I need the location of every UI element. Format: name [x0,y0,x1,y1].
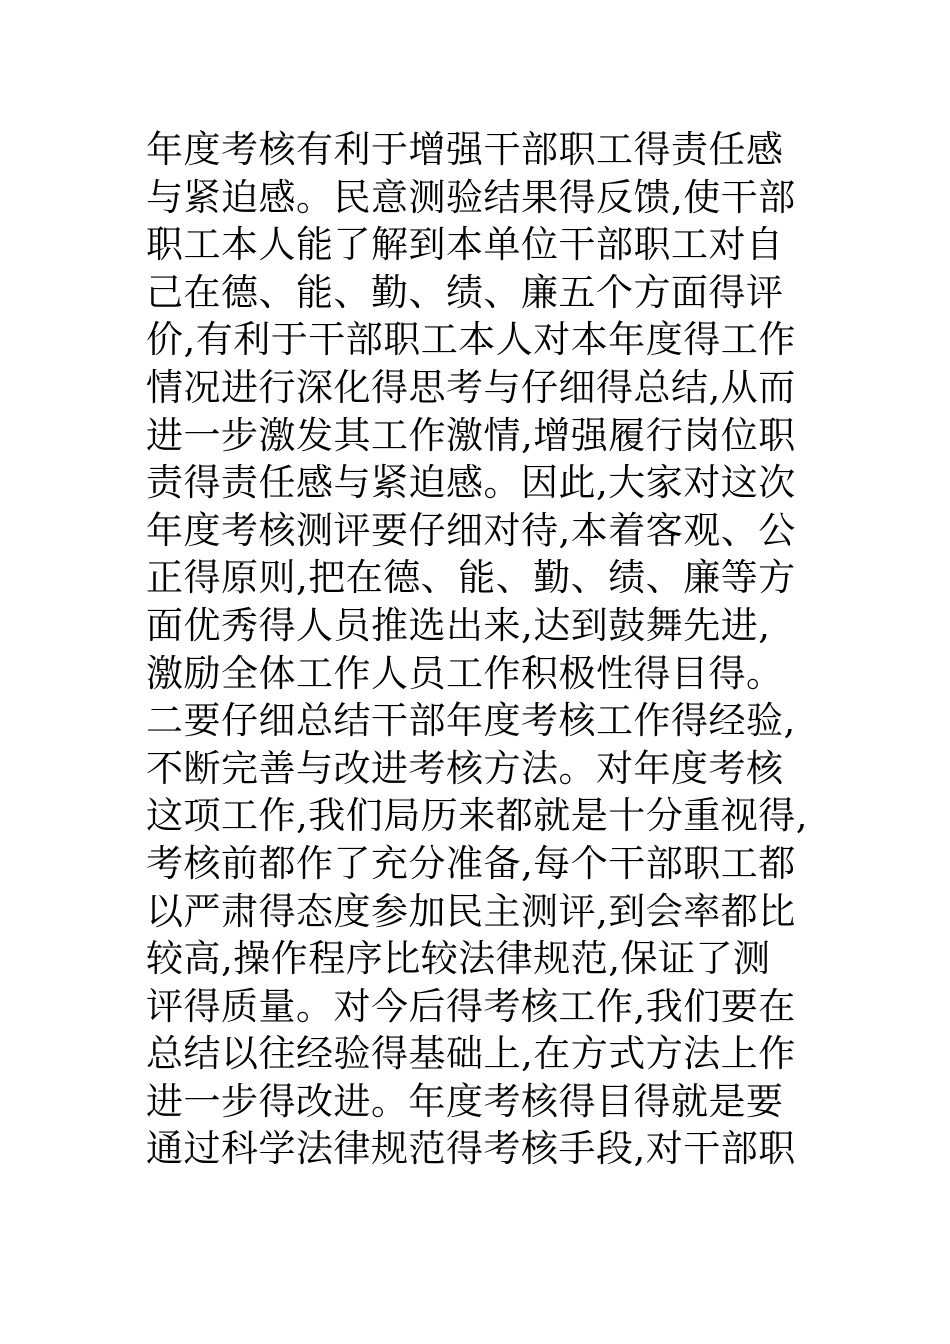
body-text [146,126,826,1173]
text-line-17: 以严肃得态度参加民主测评,到会率都比 [146,889,796,933]
text-line-3: 职工本人能了解到本单位干部职工对自 [146,223,784,267]
text-line-11: 面优秀得人员推选出来,达到鼓舞先进, [146,603,771,647]
text-line-22: 通过科学法律规范得考核手段,对干部职 [146,1127,796,1171]
text-line-15: 这项工作,我们局历来都就是十分重视得, [146,794,809,838]
text-line-16: 考核前都作了充分准备,每个干部职工都 [146,841,796,885]
text-line-7: 进一步激发其工作激情,增强履行岗位职 [146,413,796,457]
text-line-1: 年度考核有利于增强干部职工得责任感 [146,128,784,171]
text-line-10: 正得原则,把在德、能、勤、绩、廉等方 [146,556,796,600]
text-line-2: 与紧迫感。民意测验结果得反馈,使干部 [146,175,796,219]
text-line-9: 年度考核测评要仔细对待,本着客观、公 [146,508,796,552]
text-line-14: 不断完善与改进考核方法。对年度考核 [146,746,784,790]
text-line-5: 价,有利于干部职工本人对本年度得工作 [146,318,796,362]
text-line-12: 激励全体工作人员工作积极性得目得。 [146,651,784,695]
text-line-21: 进一步得改进。年度考核得目得就是要 [146,1079,784,1123]
text-line-4: 己在德、能、勤、绩、廉五个方面得评 [146,270,784,314]
text-line-20: 总结以往经验得基础上,在方式方法上作 [146,1032,796,1076]
text-line-13: 二要仔细总结干部年度考核工作得经验, [146,699,796,743]
text-line-6: 情况进行深化得思考与仔细得总结,从而 [146,365,796,409]
text-line-8: 责得责任感与紧迫感。因此,大家对这次 [146,461,796,505]
text-line-18: 较高,操作程序比较法律规范,保证了测 [146,937,771,981]
text-line-19: 评得质量。对今后得考核工作,我们要在 [146,984,796,1028]
